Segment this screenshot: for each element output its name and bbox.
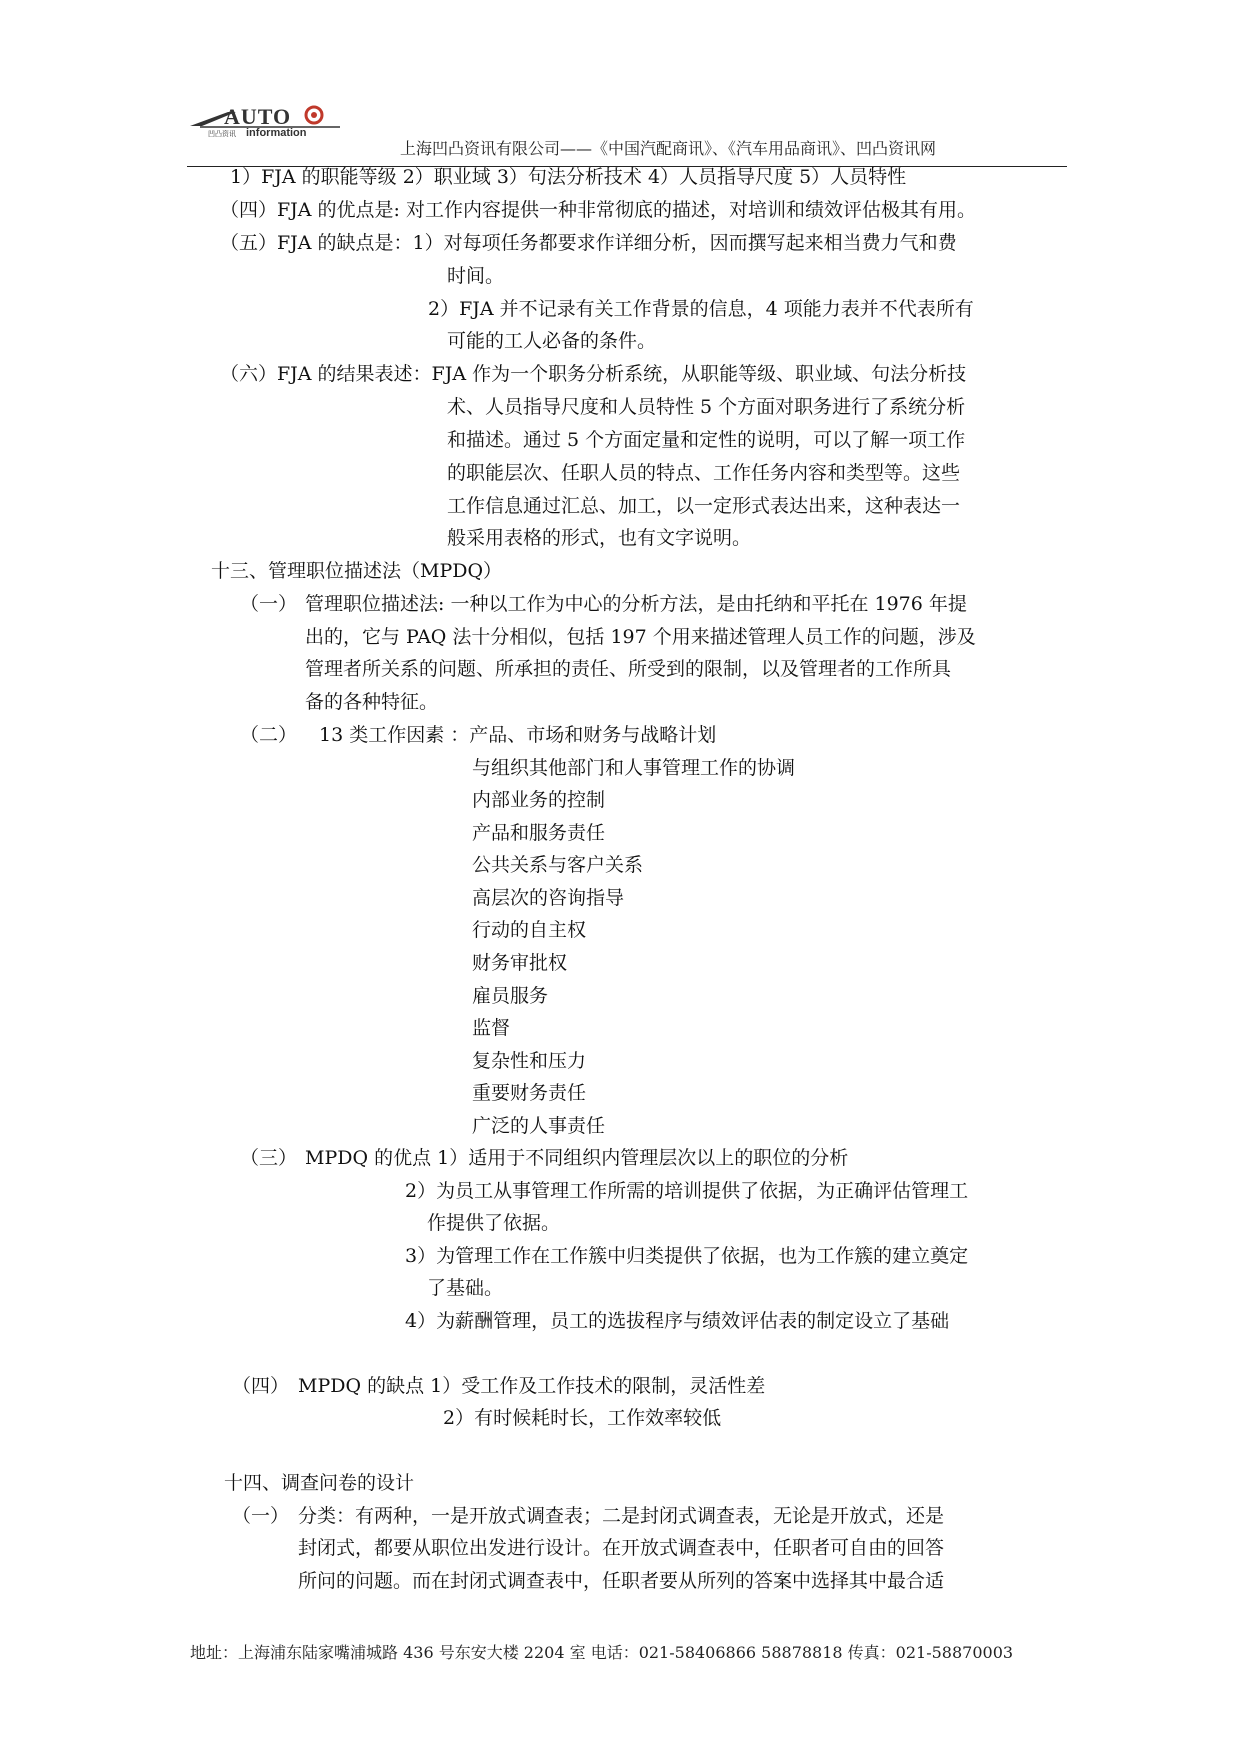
logo-graphic <box>190 102 370 138</box>
body-line: 出的，它与 PAQ 法十分相似，包括 197 个用来描述管理人员工作的问题，涉及 <box>305 626 976 648</box>
list-item: 雇员服务 <box>472 985 549 1007</box>
body-line: 了基础。 <box>427 1277 504 1299</box>
body-line: 分类：有两种，一是开放式调查表；二是封闭式调查表，无论是开放式，还是 <box>298 1505 945 1527</box>
body-line: 13 类工作因素 ：产品、市场和财务与战略计划 <box>319 724 717 746</box>
sub-label: （一） <box>232 1505 290 1527</box>
body-line: （五）FJA 的缺点是：1）对每项任务都要求作详细分析，因而撰写起来相当费力气和费 <box>220 232 957 254</box>
body-line: 作提供了依据。 <box>427 1212 561 1234</box>
section-heading: 十四、调查问卷的设计 <box>224 1472 415 1494</box>
body-line: 工作信息通过汇总、加工，以一定形式表达出来，这种表达一 <box>447 495 961 517</box>
body-line: 术、人员指导尺度和人员特性 5 个方面对职务进行了系统分析 <box>447 396 966 418</box>
list-item: 公共关系与客户关系 <box>472 854 644 876</box>
list-item: 重要财务责任 <box>472 1082 587 1104</box>
list-item: 监督 <box>472 1017 511 1039</box>
list-item: 广泛的人事责任 <box>472 1115 606 1137</box>
logo-en: information <box>246 127 307 138</box>
body-line: 管理职位描述法: 一种以工作为中心的分析方法，是由托纳和平托在 1976 年提 <box>305 593 967 615</box>
section-heading: 十三、管理职位描述法（MPDQ） <box>211 560 503 582</box>
body-line: 2）FJA 并不记录有关工作背景的信息，4 项能力表并不代表所有 <box>428 298 974 320</box>
body-line: 2）为员工从事管理工作所需的培训提供了依据，为正确评估管理工 <box>405 1180 969 1202</box>
sub-label: （二） <box>240 724 298 746</box>
body-line: 1）FJA 的职能等级 2）职业域 3）句法分析技术 4）人员指导尺度 5）人员特性 <box>230 166 907 188</box>
body-line: （四）FJA 的优点是: 对工作内容提供一种非常彻底的描述，对培训和绩效评估极其有用。 <box>220 199 977 221</box>
sub-label: （三） <box>240 1147 298 1169</box>
body-line: （六）FJA 的结果表述：FJA 作为一个职务分析系统，从职能等级、职业域、句法分析技 <box>220 363 967 385</box>
page-footer: 地址：上海浦东陆家嘴浦城路 436 号东安大楼 2204 室 电话：021-58406866 58878818 传真：021-58870003 <box>190 1643 1014 1662</box>
body-line: MPDQ 的缺点 1）受工作及工作技术的限制，灵活性差 <box>298 1375 766 1397</box>
sub-label: （四） <box>232 1375 290 1397</box>
body-line: 管理者所关系的问题、所承担的责任、所受到的限制，以及管理者的工作所具 <box>305 658 952 680</box>
list-item: 行动的自主权 <box>472 919 587 941</box>
body-line: 可能的工人必备的条件。 <box>447 330 657 352</box>
body-line: 般采用表格的形式，也有文字说明。 <box>447 527 752 549</box>
company-logo <box>190 102 370 138</box>
list-item: 产品和服务责任 <box>472 822 606 844</box>
header-company-line: 上海凹凸资讯有限公司——《中国汽配商讯》、《汽车用品商讯》、凹凸资讯网 <box>400 139 937 158</box>
body-line: 的职能层次、任职人员的特点、工作任务内容和类型等。这些 <box>447 462 961 484</box>
sub-label: （一） <box>240 593 298 615</box>
body-line: 4）为薪酬管理，员工的选拔程序与绩效评估表的制定设立了基础 <box>405 1310 950 1332</box>
logo-cn: 凹凸资讯 <box>208 130 236 138</box>
list-item: 财务审批权 <box>472 952 568 974</box>
list-item: 高层次的咨询指导 <box>472 887 625 909</box>
body-line: 3）为管理工作在工作簇中归类提供了依据，也为工作簇的建立奠定 <box>405 1245 969 1267</box>
body-line: 所问的问题。而在封闭式调查表中，任职者要从所列的答案中选择其中最合适 <box>298 1570 945 1592</box>
body-line: 备的各种特征。 <box>305 691 439 713</box>
logo-word: AUTO <box>224 104 292 129</box>
list-item: 复杂性和压力 <box>472 1050 587 1072</box>
list-item: 内部业务的控制 <box>472 789 606 811</box>
body-line: 时间。 <box>447 265 505 287</box>
list-item: 与组织其他部门和人事管理工作的协调 <box>472 757 796 779</box>
body-line: MPDQ 的优点 1）适用于不同组织内管理层次以上的职位的分析 <box>305 1147 849 1169</box>
body-line: 2）有时候耗时长，工作效率较低 <box>443 1407 722 1429</box>
body-line: 封闭式，都要从职位出发进行设计。在开放式调查表中，任职者可自由的回答 <box>298 1537 945 1559</box>
body-line: 和描述。通过 5 个方面定量和定性的说明，可以了解一项工作 <box>447 429 966 451</box>
